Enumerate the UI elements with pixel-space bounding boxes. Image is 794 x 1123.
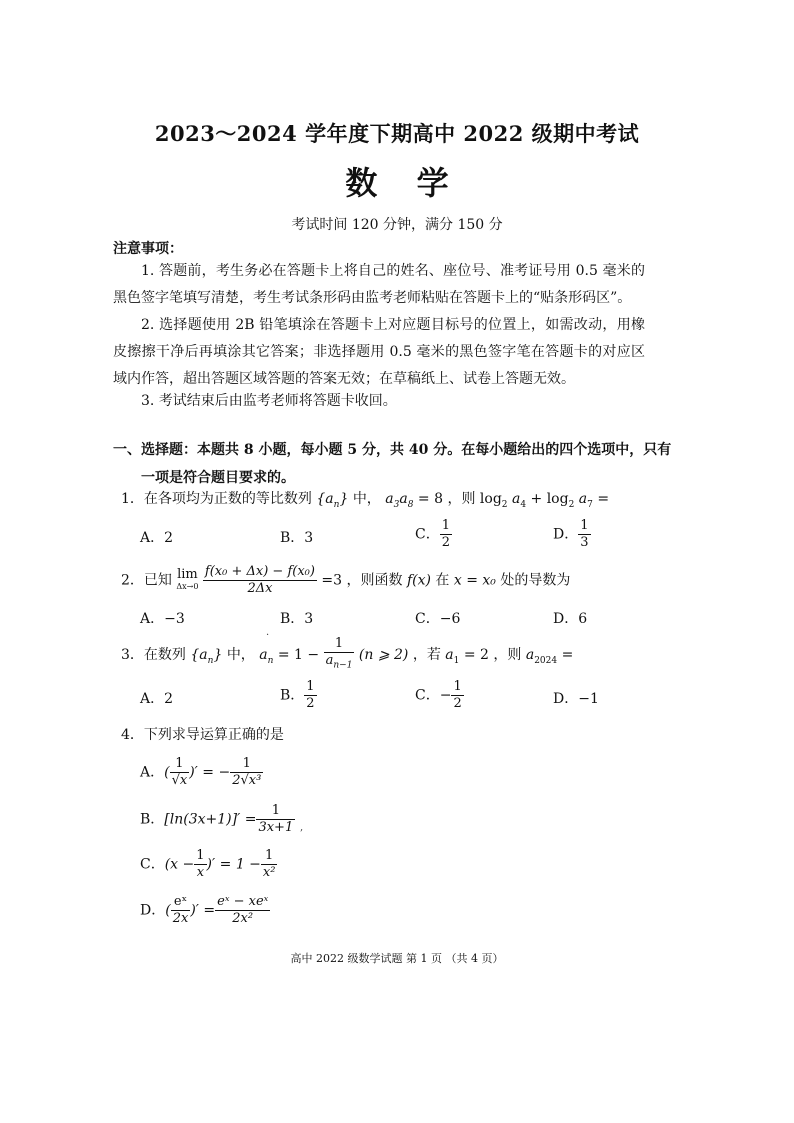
question-4: 4．下列求导运算正确的是 [121,727,284,743]
q1-sequence: $\{a_n\}$ [316,491,349,510]
q3-fraction: $\frac{1}{a_{n-1}}$ [324,636,355,674]
q1-option-b[interactable]: B．3 [280,530,314,546]
note-item-2: 2. 选择题使用 2B 铅笔填涂在答题卡上对应题目标号的位置上，如需改动，用橡皮擦擦干净后再填涂其它答案；非选择题用 0.5 毫米的黑色签字笔在答题卡的对应区域内作答，超出答题区域答题的答案无效；在草稿纸上、试卷上答题无效。 [113,317,645,387]
q2-option-c[interactable]: C．−6 [415,611,461,627]
q1-expression: $\log_2 a_4 + \log_2 a_7$ = [479,491,610,510]
exam-time-info: 考试时间 120 分钟，满分 150 分 [291,217,503,233]
q3-option-b[interactable]: B． $\frac{1}{2}$ [280,679,315,711]
exam-title: 2023～2024 学年度下期高中 2022 级期中考试 [154,121,640,146]
q1-text: 1．在各项均为正数的等比数列 [121,491,312,507]
question-1: 1．在各项均为正数的等比数列 $\{a_n\}$ 中， $a_3a_8 = 8$ ，则 $\log_2 a_4 + \log_2 a_7$ = [121,491,610,510]
q4-option-d[interactable]: D．( $\frac{\text{eˣ}}{2x}$ )′ = $\frac{\text{eˣ − xeˣ}}{\text{2x²}}$ [140,894,269,926]
q2-option-d[interactable]: D．6 [553,611,588,627]
q3-option-a[interactable]: A．2 [140,691,174,707]
q3-recurrence: $a_n = 1$ − [259,646,320,666]
question-2: 2．已知 lim Δx→0 $\frac{\text{f(x₀ + Δx) − f(x₀)}}{2\Delta x}$ =3 ，则函数 f(x) 在 x = x₀ 处的导数为 [121,564,571,596]
note-item-1: 1. 答题前，考生务必在答题卡上将自己的姓名、座位号、准考证号用 0.5 毫米的黑色签字笔填写清楚，考生考试条形码由监考老师粘贴在答题卡上的“贴条形码区”。 [113,263,645,306]
q1-option-d[interactable]: D． $\frac{1}{3}$ [553,518,589,550]
q4-option-a[interactable]: A．( $\frac{1}{√x}$ )′ = − $\frac{1}{\text{2√x³}}$ [140,756,262,788]
note-item-3: 3. 考试结束后由监考老师将答题卡收回。 [141,393,397,409]
scan-speck: , [300,822,304,833]
page-footer: 高中 2022 级数学试题 第 1 页 （共 4 页） [290,952,504,965]
q2-option-b[interactable]: B．3 [280,611,314,627]
q2-limit: lim Δx→0 [176,566,199,591]
q3-option-c[interactable]: C．− $\frac{1}{2}$ [415,679,462,711]
q2-fraction: $\frac{\text{f(x₀ + Δx) − f(x₀)}}{2\Delta x}$ [204,564,315,596]
notes-title: 注意事项： [113,241,183,257]
q2-option-a[interactable]: A．−3 [140,611,185,627]
q4-option-b[interactable]: B．[ln(3x+1)]′ = $\frac{1}{3x+1}$ [140,803,294,835]
q1-option-c[interactable]: C． $\frac{1}{2}$ [415,518,450,550]
subject-title: 数 学 [345,164,463,202]
q3-option-d[interactable]: D．−1 [553,691,599,707]
section-heading: 一、选择题：本题共 8 小题，每小题 5 分，共 40 分。在每小题给出的四个选项中，只有一项是符合题目要求的。 [113,442,672,486]
question-3: 3．在数列 $\{a_n\}$ 中， $a_n = 1$ − $\frac{1}{a_{n-1}}$ (n ⩾ 2) ，若 $a_1 = 2$ ，则 $a_{2024}$ = [121,636,573,674]
scan-speck: · [266,630,270,641]
q4-option-c[interactable]: C．(x − $\frac{1}{x}$ )′ = 1 − $\frac{1}{\text{x²}}$ [140,848,276,880]
q1-condition: $a_3a_8 = 8$ [385,491,443,510]
q1-option-a[interactable]: A．2 [140,530,174,546]
